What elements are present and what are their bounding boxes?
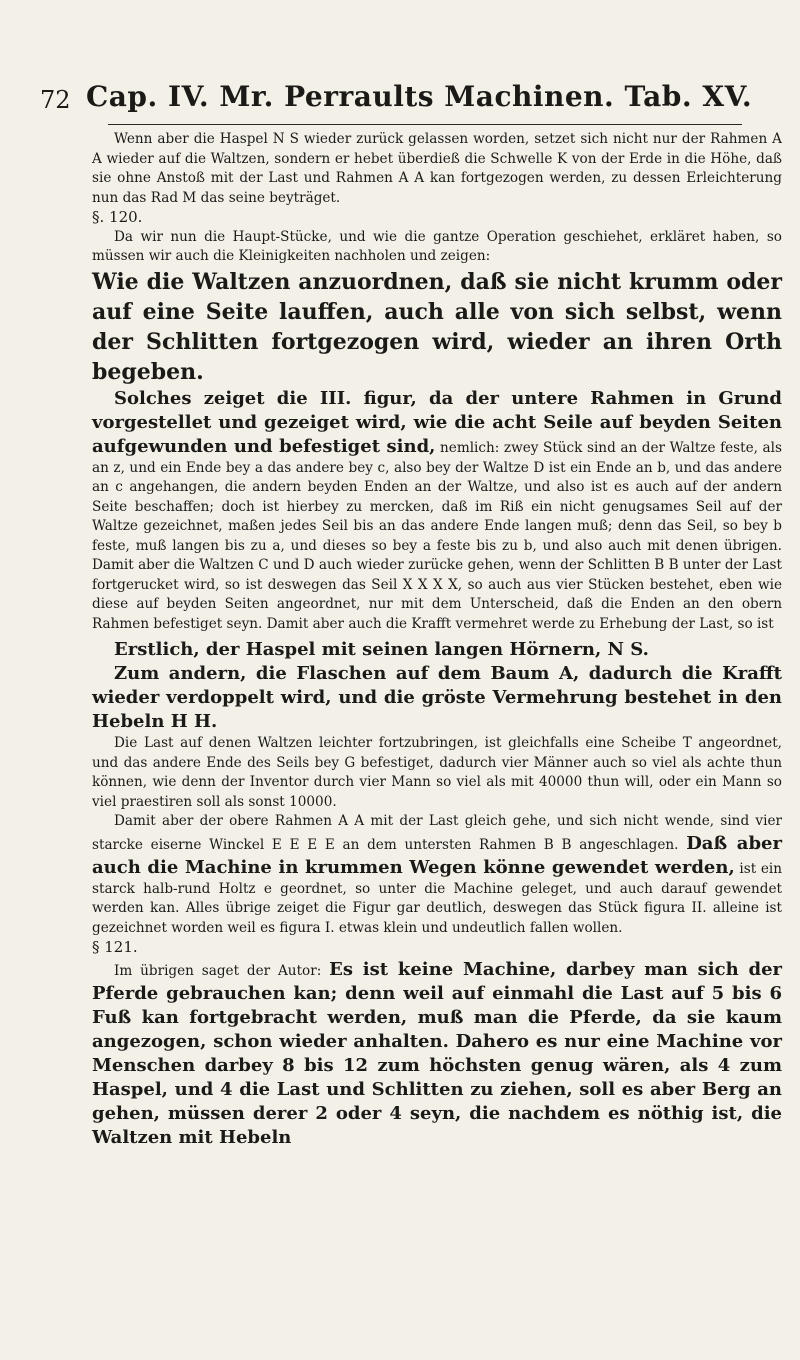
- paragraph-text: Damit aber der obere Rahmen A A mit der Last gleich gehe, und sich nicht wende, sind vier starcke eiserne Winckel E E E E an dem untersten Rahmen B B angeschlagen.: [92, 813, 782, 853]
- paragraph-text: nemlich: zwey Stück sind an der Waltze feste, als an z, und ein Ende bey a das andere bey c, also bey der Waltze D ist ein Ende an b, und das andere an c angehangen, die andern beyden Enden an der Waltze, und also ist es auch auf der andern Seite beschaffen; doch ist hierbey zu mercken, daß im Riß ein nicht genugsames Seil auf der Waltze gezeichnet, maßen jedes Seil bis an das andere Ende langen muß; denn das Seil, so bey b feste, muß langen bis zu a, und dieses so bey a feste bis zu b, und also auch mit denen übrigen. Damit aber die Waltzen C und D auch wieder zurücke gehen, wenn der Schlitten B B unter der Last fortgerucket wird, so ist deswegen das Seil X X X X, so auch aus vier Stücken bestehet, eben wie diese auf beyden Seiten angeordnet, nur mit dem Unterscheid, daß die Enden an den obern Rahmen befestiget seyn. Damit aber auch die Krafft vermehret werde zu Erhebung der Last, so ist: [92, 439, 782, 632]
- paragraph-text: ist ein starck halb-rund Holtz e geordnet, so unter die Machine geleget, und auch darauf gewendet werden kan. Alles übrige zeiget die Figur gar deutlich, deswegen das Stück figura II. alleine ist gezeichnet worden weil es figura I. etwas klein und undeutlich fallen wollen.: [92, 860, 782, 936]
- paragraph: [92, 958, 782, 1150]
- paragraph: Erstlich, der Haspel mit seinen langen Hörnern, N S.: [114, 639, 649, 660]
- emphasis-text: Es ist keine Machine, darbey man sich der Pferde gebrauchen kan; denn weil auf einmahl die Last auf 5 bis 6 Fuß kan fortgebracht werden, muß man die Pferde, da sie kaum angezogen, schon wieder anhalten. Dahero es nur eine Machine vor Menschen darbey 8 bis 12 zum höchsten genug wären, als 4 zum Haspel, und 4 die Last und Schlitten zu ziehen, soll es aber Berg an gehen, müssen derer 2 oder 4 seyn, die nachdem es nöthig ist, die Waltzen mit Hebeln: [92, 958, 782, 1148]
- paragraph: [92, 812, 782, 938]
- section-heading: Wie die Waltzen anzuordnen, daß sie nicht krumm oder auf eine Seite lauffen, auch alle von sich selbst, wenn der Schlitten fortgezogen wird, wieder an ihren Orth begeben.: [92, 268, 782, 385]
- emphasis-text: Daß aber auch die Machine in krummen Wegen könne gewendet werden,: [92, 832, 782, 878]
- page-body: [92, 130, 782, 1150]
- header-rule: [108, 124, 742, 125]
- page-number: 72: [40, 86, 71, 114]
- running-title: Cap. IV. Mr. Perraults Machinen. Tab. XV.: [86, 80, 753, 113]
- section-number: §. 120.: [92, 208, 143, 226]
- section-number: § 121.: [92, 938, 138, 956]
- paragraph: [92, 387, 782, 635]
- paragraph: Die Last auf denen Waltzen leichter fortzubringen, ist gleichfalls eine Scheibe T angeordnet, und das andere Ende des Seils bey G befestiget, dadurch vier Männer auch so viel als achte thun können, wie denn der Inventor durch vier Mann so viel als mit 40000 thun will, oder ein Mann so viel praestiren soll als sonst 10000.: [92, 735, 782, 810]
- running-header: [40, 80, 770, 120]
- paragraph-text: Im übrigen saget der Autor:: [114, 962, 322, 979]
- paragraph: Da wir nun die Haupt-Stücke, und wie die gantze Operation geschiehet, erkläret haben, so müssen wir auch die Kleinigkeiten nachholen und zeigen:: [92, 228, 782, 264]
- emphasis-text: Solches zeiget die III. figur, da der untere Rahmen in Grund vorgestellet und gezeiget wird, wie die acht Seile auf beyden Seiten aufgewunden und befestiget sind,: [92, 387, 782, 457]
- paragraph: Zum andern, die Flaschen auf dem Baum A, dadurch die Krafft wieder verdoppelt wird, und die gröste Vermehrung bestehet in den Hebeln H H.: [92, 663, 782, 732]
- paragraph: Wenn aber die Haspel N S wieder zurück gelassen worden, setzet sich nicht nur der Rahmen A A wieder auf die Waltzen, sondern er hebet überdieß die Schwelle K von der Erde in die Höhe, daß sie ohne Anstoß mit der Last und Rahmen A A kan fortgezogen werden, zu dessen Erleichterung nun das Rad M das seine beyträget.: [92, 131, 782, 206]
